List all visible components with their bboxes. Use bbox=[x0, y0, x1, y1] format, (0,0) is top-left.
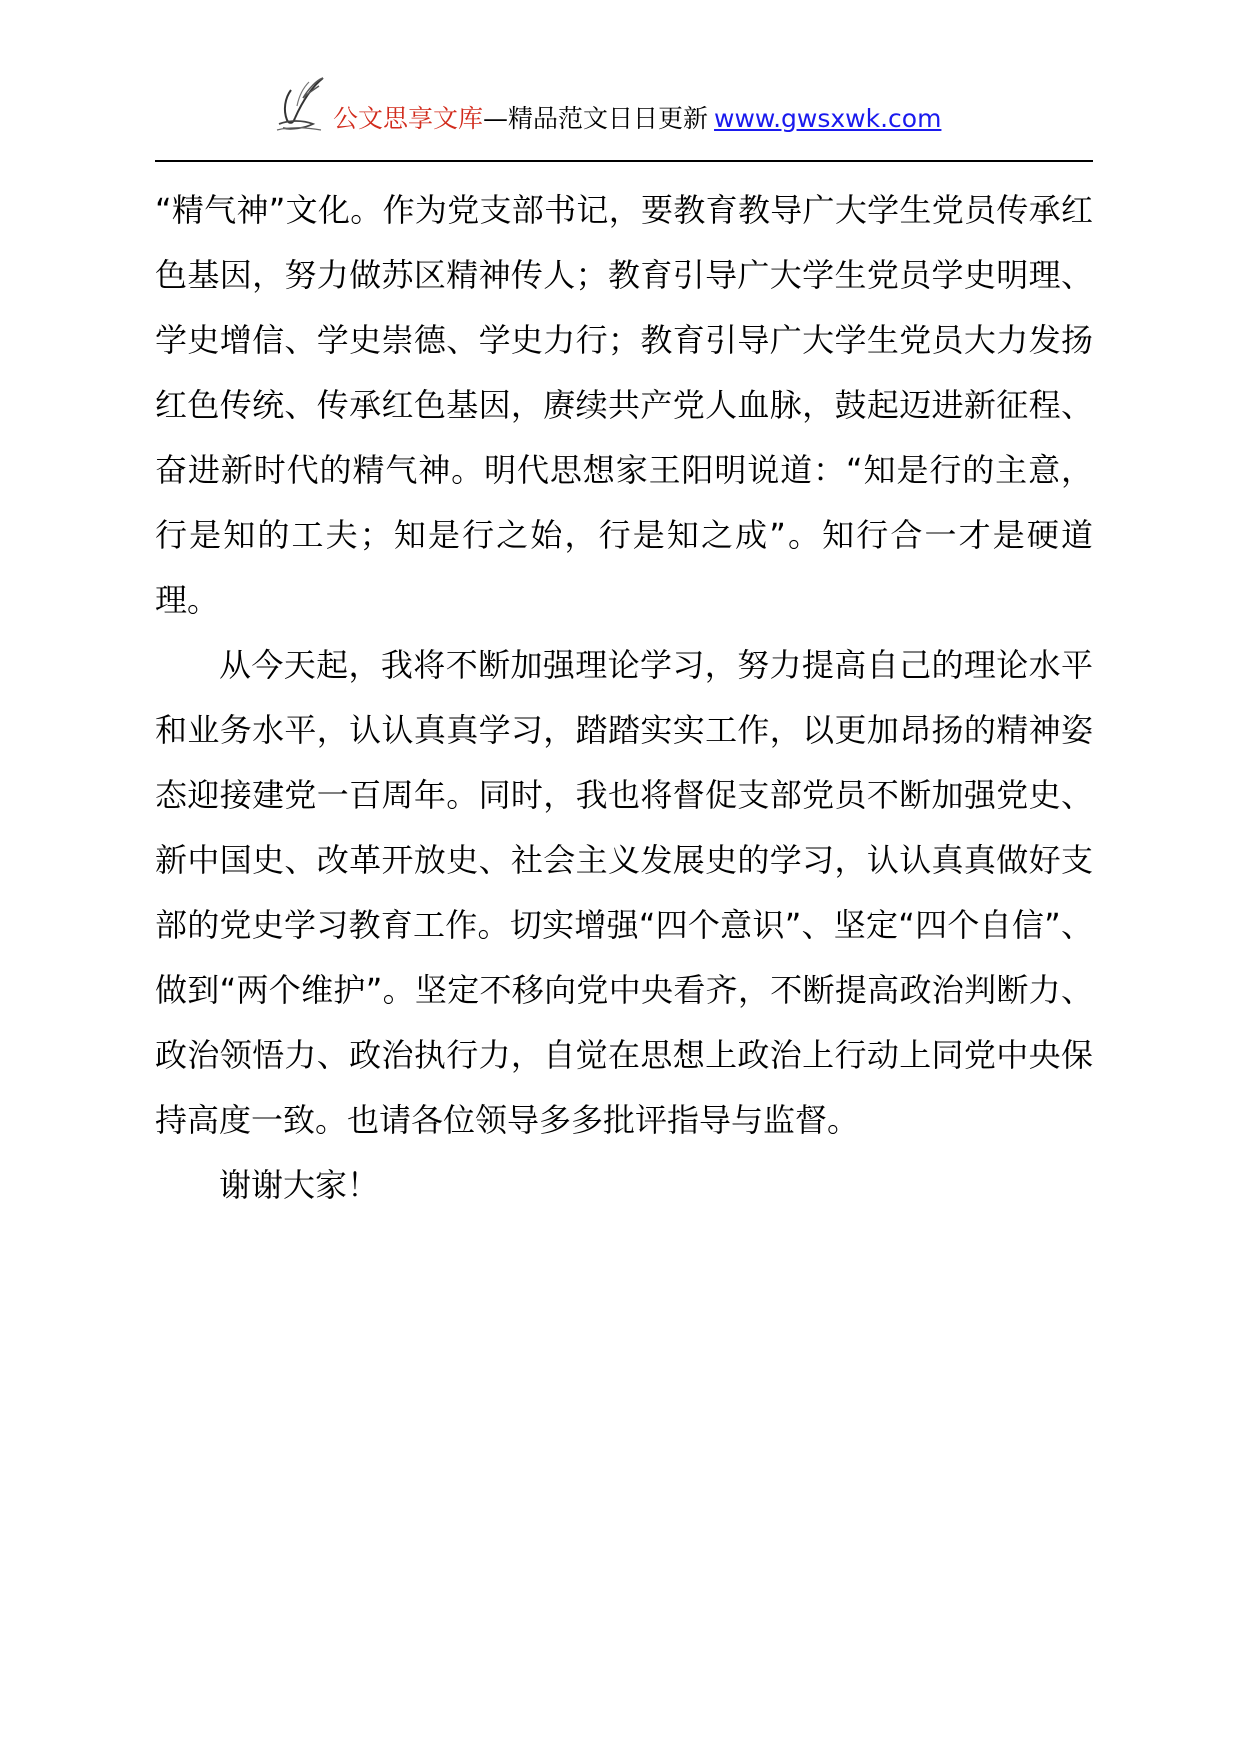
paragraph: 从今天起，我将不断加强理论学习，努力提高自己的理论水平和业务水平，认认真真学习，踏踏实实工作，以更加昂扬的精神姿态迎接建党一百周年。同时，我也将督促支部党员不断加强党史、新中国史、改革开放史、社会主义发展史的学习，认认真真做好支部的党史学习教育工作。切实增强“四个意识”、坚定“四个自信”、做到“两个维护”。坚定不移向党中央看齐，不断提高政治判断力、政治领悟力、政治执行力，自觉在思想上政治上行动上同党中央保持高度一致。也请各位领导多多批评指导与监督。 bbox=[155, 646, 1093, 1139]
brand-name: 公文思享文库 bbox=[333, 104, 484, 133]
site-link[interactable]: www.gwsxwk.com bbox=[714, 104, 942, 133]
document-body bbox=[155, 178, 1093, 1218]
header-divider bbox=[155, 160, 1093, 162]
page-header bbox=[155, 70, 1093, 140]
header-line bbox=[333, 104, 941, 134]
paragraph: “精气神”文化。作为党支部书记，要教育教导广大学生党员传承红色基因，努力做苏区精神传人；教育引导广大学生党员学史明理、学史增信、学史崇德、学史力行；教育引导广大学生党员大力发扬红色传统、传承红色基因，赓续共产党人血脉，鼓起迈进新征程、奋进新时代的精气神。明代思想家王阳明说道：“知是行的主意，行是知的工夫；知是行之始，行是知之成”。知行合一才是硬道理。 bbox=[155, 191, 1093, 619]
quill-pen-icon bbox=[273, 74, 331, 136]
header-tagline: —精品范文日日更新 bbox=[483, 104, 709, 133]
closing-line: 谢谢大家！ bbox=[219, 1166, 380, 1204]
